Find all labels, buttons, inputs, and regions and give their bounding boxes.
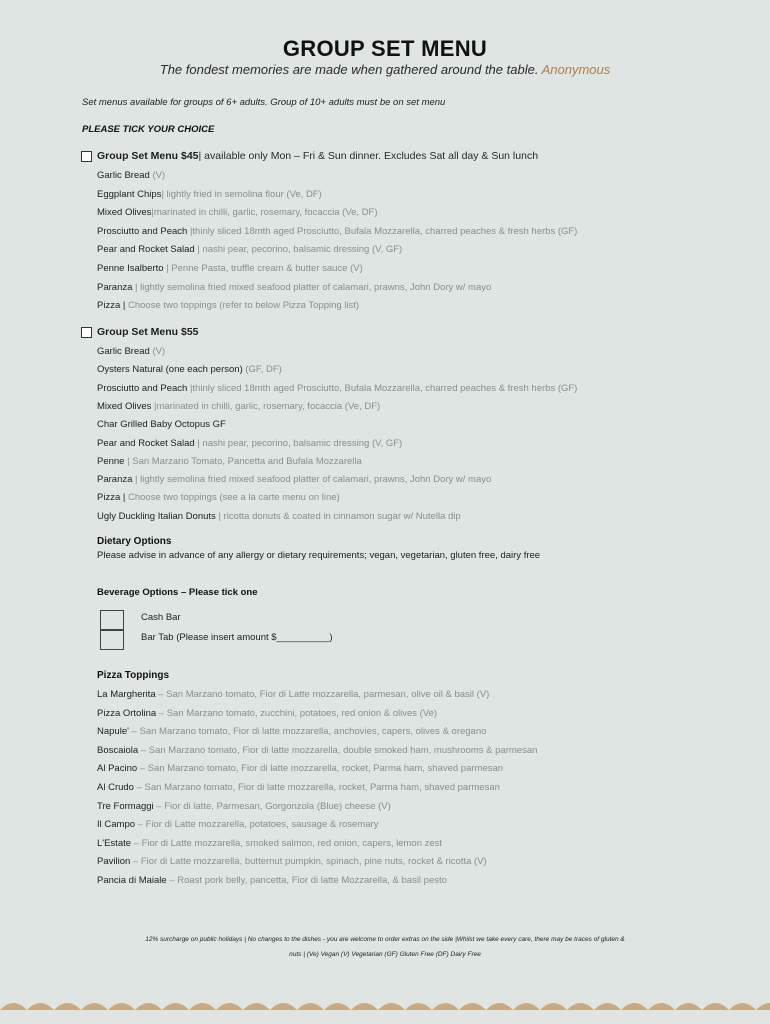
pizza-item-name: Al Pacino (97, 763, 138, 775)
pizza-item (97, 745, 537, 756)
menu-45-item-desc: Choose two toppings (refer to below Pizza Topping list) (125, 300, 360, 312)
menu-45-item-desc: | lightly fried in semolina flour (Ve, DF) (161, 188, 322, 200)
menu-45-name: Group Set Menu $45 (97, 150, 199, 162)
scallop-border (0, 996, 770, 1024)
menu-55-item-desc: |marinated in chilli, garlic, rosemary, focaccia (Ve, DF) (151, 400, 381, 412)
pizza-item-name: Pizza Ortolina (97, 707, 157, 719)
pizza-item (97, 782, 500, 793)
menu-55-header (81, 326, 199, 338)
menu-55-item (97, 511, 461, 522)
menu-55-item-desc: (V) (149, 346, 166, 357)
menu-55-item-desc: |thinly sliced 18mth aged Prosciutto, Bufala Mozzarella, charred peaches & fresh herbs (GF) (187, 382, 578, 394)
menu-45-item (97, 300, 359, 311)
pizza-item (97, 838, 442, 849)
menu-55-item-name: Penne (97, 455, 125, 467)
menu-45-item-name: Mixed Olives (97, 207, 152, 219)
pizza-item (97, 708, 437, 719)
menu-45-item-name: Prosciutto and Peach (97, 225, 188, 237)
menu-55-item (97, 438, 402, 449)
menu-45-item-name: Garlic Bread (97, 170, 150, 181)
menu-55-item-name: Oysters Natural (one each person) (97, 364, 243, 376)
menu-45-checkbox[interactable] (81, 151, 92, 162)
quote (0, 62, 770, 77)
menu-45-item-desc: |thinly sliced 18mth aged Prosciutto, Bufala Mozzarella, charred peaches & fresh herbs (GF) (187, 225, 578, 237)
dietary-text: Please advise in advance of any allergy or dietary requirements; vegan, vegetarian, gluten free, dairy free (97, 550, 541, 561)
menu-55-item-desc: | lightly semolina fried mixed seafood platter of calamari, prawns, John Dory w/ mayo (132, 474, 492, 486)
pizza-item (97, 856, 487, 867)
menu-55-item-desc: | ricotta donuts & coated in cinnamon sugar w/ Nutella dip (215, 510, 461, 522)
footer-line-2: nuts | (Ve) Vegan (V) Vegetarian (GF) Gluten Free (DF) Dairy Free (289, 951, 481, 958)
pizza-item-desc: – San Marzano tomato, Fior di Latte mozzarella, parmesan, olive oil & basil (V) (155, 689, 490, 700)
menu-55-item-name: Garlic Bread (97, 346, 150, 357)
menu-45-item (97, 282, 491, 293)
menu-45-item (97, 244, 402, 255)
menu-55-item (97, 364, 282, 375)
menu-45-item (97, 226, 577, 237)
quote-author: Anonymous (541, 62, 611, 77)
pizza-item-desc: – Fior di Latte mozzarella, potatoes, sausage & rosemary (135, 819, 379, 831)
menu-55-item-desc: | nashi pear, pecorino, balsamic dressing (V, GF) (194, 437, 403, 449)
pizza-item-desc: – San Marzano tomato, Fior di latte mozzarella, rocket, Parma ham, shaved parmesan (137, 763, 504, 775)
pizza-item (97, 801, 391, 812)
pizza-item (97, 763, 503, 774)
pizza-item-name: Boscaiola (97, 744, 139, 756)
pizza-item-name: Al Crudo (97, 782, 134, 793)
menu-45-item-desc: |marinated in chilli, garlic, rosemary, focaccia (Ve, DF) (151, 207, 378, 219)
pizza-item (97, 726, 486, 737)
menu-55-item-name: Ugly Duckling Italian Donuts (97, 510, 216, 522)
menu-55-item-desc: Choose two toppings (see a la carte menu on line) (125, 492, 340, 504)
pizza-item (97, 689, 489, 700)
menu-45-item-name: Pear and Rocket Salad (97, 244, 195, 256)
menu-55-item-desc: | San Marzano Tomato, Pancetta and Bufala Mozzarella (124, 455, 362, 467)
quote-text: The fondest memories are made when gathered around the table. (159, 62, 539, 77)
pizza-item-name: L'Estate (97, 837, 132, 849)
pizza-item-name: La Margherita (97, 689, 156, 700)
menu-55-item (97, 492, 340, 503)
dietary-heading: Dietary Options (97, 536, 172, 547)
pizza-item (97, 875, 447, 886)
pizza-item-name: Pancia di Maiale (97, 875, 167, 886)
pizza-item-desc: – Roast pork belly, pancetta, Fior di latte Mozzarella, & basil pesto (166, 875, 447, 886)
pizza-item-desc: – Fior di latte, Parmesan, Gorgonzola (Blue) cheese (V) (153, 800, 391, 812)
menu-45-item-desc: | lightly semolina fried mixed seafood platter of calamari, prawns, John Dory w/ mayo (132, 281, 492, 293)
menu-45-item-name: Paranza (97, 281, 133, 293)
menu-45-item-name: Eggplant Chips (97, 188, 162, 200)
pizza-item-name: Tre Formaggi (97, 800, 154, 812)
pizza-item-desc: – Fior di Latte mozzarella, smoked salmon, red onion, capers, lemon zest (131, 837, 443, 849)
menu-55-item (97, 383, 577, 394)
menu-45-item (97, 189, 322, 200)
menu-45-item-desc: | Penne Pasta, truffle cream & butter sauce (V) (163, 263, 363, 274)
bar-tab-checkbox[interactable] (100, 630, 124, 650)
cash-bar-checkbox[interactable] (100, 610, 124, 630)
menu-55-item (97, 401, 380, 412)
menu-45-header (81, 150, 538, 162)
pizza-item-name: Il Campo (97, 819, 136, 831)
menu-55-item-name: Mixed Olives (97, 400, 152, 412)
menu-45-item-desc: | nashi pear, pecorino, balsamic dressing (V, GF) (194, 244, 403, 256)
menu-55-checkbox[interactable] (81, 327, 92, 338)
bar-tab-label: Bar Tab (Please insert amount $__________) (141, 632, 333, 643)
pizza-item-desc: – San Marzano tomato, Fior di latte mozzarella, double smoked ham, mushrooms & parmesan (138, 744, 538, 756)
menu-45-item (97, 207, 378, 218)
pizza-item-name: Pavilion (97, 856, 131, 868)
menu-45-item-name: Pizza | (97, 300, 126, 312)
menu-55-item-name: Char Grilled Baby Octopus GF (97, 419, 226, 431)
menu-55-item (97, 456, 362, 467)
menu-55-item (97, 346, 165, 357)
menu-55-item-name: Prosciutto and Peach (97, 382, 188, 394)
menu-55-item (97, 419, 226, 430)
cash-bar-label: Cash Bar (141, 612, 181, 623)
menu-55-item-name: Pear and Rocket Salad (97, 437, 195, 449)
pizza-item-desc: – Fior di Latte mozzarella, butternut pumpkin, spinach, pine nuts, rocket & ricotta (V) (130, 856, 487, 868)
pizza-item-name: Napule' (97, 726, 129, 738)
menu-55-item-desc: (GF, DF) (242, 364, 282, 376)
menu-55-item-name: Paranza (97, 474, 133, 486)
page-title: GROUP SET MENU (282, 36, 488, 61)
menu-45-item (97, 170, 165, 181)
menu-45-item-desc: (V) (149, 170, 166, 181)
menu-55-item-name: Pizza | (97, 492, 126, 504)
pizza-item (97, 819, 378, 830)
pizza-item-desc: – San Marzano tomato, Fior di latte mozzarella, anchovies, capers, olives & oregano (128, 726, 487, 738)
pizza-item-desc: – San Marzano tomato, Fior di latte mozzarella, rocket, Parma ham, shaved parmesan (133, 782, 500, 793)
menu-55-name: Group Set Menu $55 (97, 326, 199, 338)
menu-45-item (97, 263, 363, 274)
menu-45-desc: | available only Mon – Fri & Sun dinner. Excludes Sat all day & Sun lunch (198, 150, 539, 162)
pizza-item-desc: – San Marzano tomato, zucchini, potatoes, red onion & olives (Ve) (156, 707, 438, 719)
menu-55-item (97, 474, 491, 485)
menu-45-item-name: Penne Isalberto (97, 263, 164, 274)
beverage-heading: Beverage Options – Please tick one (97, 587, 258, 598)
pizza-toppings-heading: Pizza Toppings (97, 670, 170, 681)
tick-choice-label: PLEASE TICK YOUR CHOICE (82, 124, 215, 135)
footer-line-1: 12% surcharge on public holidays | No changes to the dishes - you are welcome to order extras on the side |Whilst we take every care, there may be traces of gluten & (145, 936, 625, 943)
availability-note: Set menus available for groups of 6+ adults. Group of 10+ adults must be on set menu (82, 97, 446, 108)
